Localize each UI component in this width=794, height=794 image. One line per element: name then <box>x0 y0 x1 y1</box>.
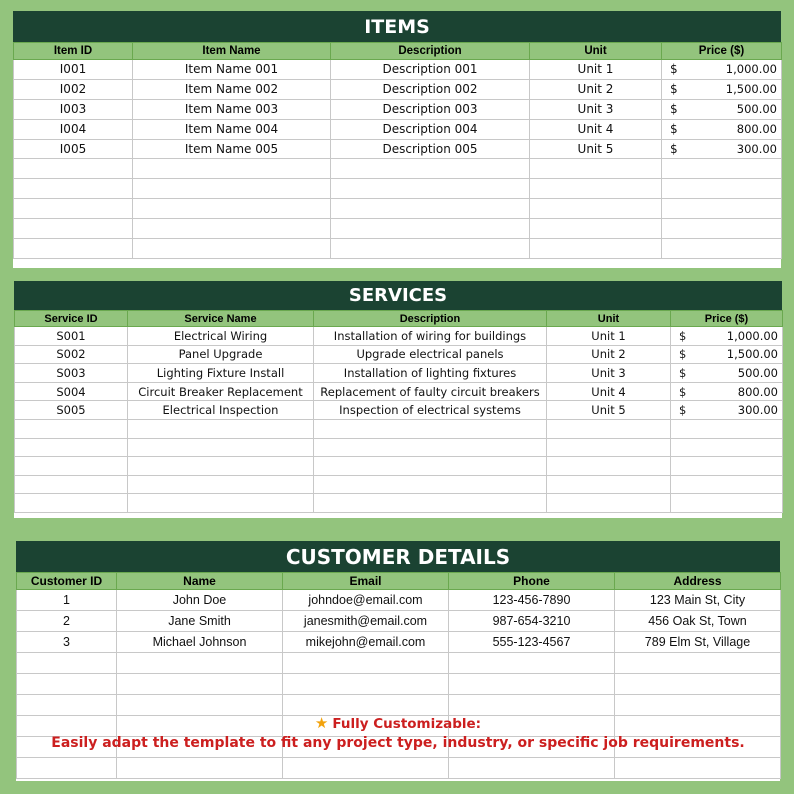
empty-cell[interactable] <box>117 674 283 695</box>
empty-cell[interactable] <box>331 179 530 199</box>
empty-cell[interactable] <box>331 239 530 259</box>
header-address: Address <box>615 573 781 590</box>
currency-symbol: $ <box>670 102 678 117</box>
cell-address[interactable]: 123 Main St, City <box>615 590 781 611</box>
table-row <box>15 345 783 364</box>
star-icon: ★ <box>314 714 329 732</box>
cell-phone[interactable]: 123-456-7890 <box>449 590 615 611</box>
empty-cell[interactable] <box>671 419 783 438</box>
price-amount: 1,000.00 <box>725 62 777 77</box>
empty-cell[interactable] <box>449 758 615 779</box>
empty-cell[interactable] <box>17 674 117 695</box>
empty-row <box>17 716 781 737</box>
cell-description[interactable]: Description 001 <box>331 60 530 80</box>
currency-symbol: $ <box>670 82 678 97</box>
cell-unit[interactable]: Unit 3 <box>530 99 662 119</box>
cell-service-name[interactable]: Lighting Fixture Install <box>128 364 314 383</box>
cell-item-name[interactable]: Item Name 001 <box>133 60 331 80</box>
table-row <box>14 79 782 99</box>
empty-cell[interactable] <box>14 159 133 179</box>
empty-row <box>14 239 782 259</box>
empty-cell[interactable] <box>662 199 782 219</box>
services-panel <box>14 281 782 518</box>
empty-row <box>14 199 782 219</box>
empty-cell[interactable] <box>283 716 449 737</box>
empty-cell[interactable] <box>671 457 783 476</box>
price-amount: 1,500.00 <box>726 347 778 362</box>
cell-address[interactable]: 789 Elm St, Village <box>615 632 781 653</box>
cell-item-name[interactable]: Item Name 003 <box>133 99 331 119</box>
cell-description[interactable]: Description 004 <box>331 119 530 139</box>
header-item-id: Item ID <box>14 43 133 60</box>
empty-cell[interactable] <box>17 653 117 674</box>
empty-cell[interactable] <box>662 179 782 199</box>
cell-description[interactable]: Description 003 <box>331 99 530 119</box>
cell-item-id[interactable]: I002 <box>14 79 133 99</box>
cell-description[interactable]: Inspection of electrical systems <box>314 401 547 420</box>
cell-description[interactable]: Upgrade electrical panels <box>314 345 547 364</box>
cell-description[interactable]: Replacement of faulty circuit breakers <box>314 382 547 401</box>
empty-cell[interactable] <box>615 695 781 716</box>
empty-cell[interactable] <box>547 475 671 494</box>
empty-cell[interactable] <box>314 438 547 457</box>
cell-service-id[interactable]: S002 <box>15 345 128 364</box>
header-unit: Unit <box>530 43 662 60</box>
cell-phone[interactable]: 555-123-4567 <box>449 632 615 653</box>
empty-row <box>17 674 781 695</box>
price-amount: 500.00 <box>736 102 777 117</box>
cell-description[interactable]: Description 005 <box>331 139 530 159</box>
empty-cell[interactable] <box>530 239 662 259</box>
cell-service-name[interactable]: Panel Upgrade <box>128 345 314 364</box>
cell-item-id[interactable]: I003 <box>14 99 133 119</box>
empty-cell[interactable] <box>117 695 283 716</box>
header-service-name: Service Name <box>128 311 314 327</box>
price-amount: 500.00 <box>737 365 778 380</box>
cell-customer-id[interactable]: 3 <box>17 632 117 653</box>
customers-table <box>16 572 781 779</box>
currency-symbol: $ <box>670 122 678 137</box>
empty-row <box>15 457 783 476</box>
table-row <box>14 119 782 139</box>
empty-cell[interactable] <box>547 457 671 476</box>
cell-name[interactable]: Jane Smith <box>117 611 283 632</box>
empty-row <box>17 758 781 779</box>
header-unit: Unit <box>547 311 671 327</box>
cell-service-id[interactable]: S003 <box>15 364 128 383</box>
empty-cell[interactable] <box>314 475 547 494</box>
cell-item-id[interactable]: I001 <box>14 60 133 80</box>
empty-cell[interactable] <box>449 695 615 716</box>
cell-unit[interactable]: Unit 1 <box>530 60 662 80</box>
currency-symbol: $ <box>670 142 678 156</box>
empty-cell[interactable] <box>133 159 331 179</box>
cell-price[interactable] <box>671 382 783 401</box>
cell-unit[interactable]: Unit 1 <box>547 327 671 346</box>
empty-row <box>14 219 782 239</box>
header-description: Description <box>314 311 547 327</box>
cell-item-id[interactable]: I005 <box>14 139 133 159</box>
price-amount: 300.00 <box>736 142 777 156</box>
empty-cell[interactable] <box>283 737 449 758</box>
table-row <box>15 382 783 401</box>
currency-symbol: $ <box>679 403 687 418</box>
empty-cell[interactable] <box>331 159 530 179</box>
empty-cell[interactable] <box>314 419 547 438</box>
empty-cell[interactable] <box>15 438 128 457</box>
price-amount: 1,000.00 <box>726 328 778 343</box>
cell-price[interactable] <box>662 99 782 119</box>
cell-price[interactable] <box>662 139 782 159</box>
cell-service-name[interactable]: Circuit Breaker Replacement <box>128 382 314 401</box>
empty-cell[interactable] <box>14 199 133 219</box>
empty-cell[interactable] <box>17 695 117 716</box>
empty-row <box>15 475 783 494</box>
empty-cell[interactable] <box>530 199 662 219</box>
empty-cell[interactable] <box>15 457 128 476</box>
empty-cell[interactable] <box>547 419 671 438</box>
currency-symbol: $ <box>679 384 687 399</box>
empty-cell[interactable] <box>128 419 314 438</box>
header-description: Description <box>331 43 530 60</box>
empty-cell[interactable] <box>331 219 530 239</box>
items-title: ITEMS <box>13 11 781 42</box>
cell-price[interactable] <box>662 119 782 139</box>
header-service-id: Service ID <box>15 311 128 327</box>
empty-cell[interactable] <box>17 737 117 758</box>
cell-service-id[interactable]: S004 <box>15 382 128 401</box>
currency-symbol: $ <box>670 62 678 77</box>
empty-cell[interactable] <box>449 653 615 674</box>
empty-cell[interactable] <box>662 159 782 179</box>
table-row <box>17 632 781 653</box>
cell-name[interactable]: Michael Johnson <box>117 632 283 653</box>
cell-unit[interactable]: Unit 5 <box>547 401 671 420</box>
empty-cell[interactable] <box>615 737 781 758</box>
table-row <box>14 60 782 80</box>
empty-cell[interactable] <box>530 159 662 179</box>
items-header-row <box>14 43 782 60</box>
table-row <box>17 590 781 611</box>
price-amount: 1,500.00 <box>725 82 777 97</box>
empty-cell[interactable] <box>449 716 615 737</box>
cell-service-id[interactable]: S005 <box>15 401 128 420</box>
cell-unit[interactable]: Unit 4 <box>547 382 671 401</box>
empty-cell[interactable] <box>449 737 615 758</box>
empty-cell[interactable] <box>530 179 662 199</box>
empty-cell[interactable] <box>314 457 547 476</box>
empty-cell[interactable] <box>449 674 615 695</box>
empty-cell[interactable] <box>615 716 781 737</box>
empty-cell[interactable] <box>15 419 128 438</box>
empty-row <box>15 494 783 513</box>
empty-cell[interactable] <box>117 737 283 758</box>
cell-unit[interactable]: Unit 4 <box>530 119 662 139</box>
empty-cell[interactable] <box>662 219 782 239</box>
cell-address[interactable]: 456 Oak St, Town <box>615 611 781 632</box>
cell-phone[interactable]: 987-654-3210 <box>449 611 615 632</box>
empty-cell[interactable] <box>615 758 781 779</box>
cell-name[interactable]: John Doe <box>117 590 283 611</box>
services-table <box>14 310 783 513</box>
empty-cell[interactable] <box>615 674 781 695</box>
empty-cell[interactable] <box>133 179 331 199</box>
cell-item-name[interactable]: Item Name 005 <box>133 139 331 159</box>
currency-symbol: $ <box>679 328 687 343</box>
empty-cell[interactable] <box>117 758 283 779</box>
empty-cell[interactable] <box>14 179 133 199</box>
cell-price[interactable] <box>671 327 783 346</box>
empty-cell[interactable] <box>128 457 314 476</box>
empty-row <box>14 159 782 179</box>
empty-cell[interactable] <box>17 716 117 737</box>
cell-customer-id[interactable]: 1 <box>17 590 117 611</box>
cell-email[interactable]: mikejohn@email.com <box>283 632 449 653</box>
cell-service-name[interactable]: Electrical Inspection <box>128 401 314 420</box>
cell-price[interactable] <box>662 79 782 99</box>
empty-cell[interactable] <box>615 653 781 674</box>
header-price: Price ($) <box>671 311 783 327</box>
empty-cell[interactable] <box>283 653 449 674</box>
empty-cell[interactable] <box>117 716 283 737</box>
customers-panel <box>16 541 780 781</box>
cell-description[interactable]: Installation of wiring for buildings <box>314 327 547 346</box>
cell-description[interactable]: Description 002 <box>331 79 530 99</box>
cell-customer-id[interactable]: 2 <box>17 611 117 632</box>
empty-cell[interactable] <box>662 239 782 259</box>
empty-cell[interactable] <box>283 695 449 716</box>
customers-title: CUSTOMER DETAILS <box>16 541 780 572</box>
cell-price[interactable] <box>662 60 782 80</box>
table-row <box>14 99 782 119</box>
note-line1: Fully Customizable: <box>332 716 482 732</box>
empty-cell[interactable] <box>547 438 671 457</box>
cell-service-name[interactable]: Electrical Wiring <box>128 327 314 346</box>
currency-symbol: $ <box>679 347 687 362</box>
empty-cell[interactable] <box>671 475 783 494</box>
header-phone: Phone <box>449 573 615 590</box>
empty-row <box>15 419 783 438</box>
cell-item-name[interactable]: Item Name 004 <box>133 119 331 139</box>
cell-price[interactable] <box>671 364 783 383</box>
cell-price[interactable] <box>671 345 783 364</box>
table-row <box>17 611 781 632</box>
currency-symbol: $ <box>679 365 687 380</box>
empty-cell[interactable] <box>17 758 117 779</box>
price-amount: 300.00 <box>737 403 778 418</box>
empty-row <box>15 438 783 457</box>
empty-cell[interactable] <box>14 219 133 239</box>
empty-cell[interactable] <box>314 494 547 513</box>
cell-service-id[interactable]: S001 <box>15 327 128 346</box>
cell-unit[interactable]: Unit 3 <box>547 364 671 383</box>
customizable-note-text: Easily adapt the template to fit any project type, industry, or specific job requirements. <box>51 735 745 751</box>
cell-email[interactable]: johndoe@email.com <box>283 590 449 611</box>
header-customer-id: Customer ID <box>17 573 117 590</box>
empty-row <box>17 737 781 758</box>
customers-header-row <box>17 573 781 590</box>
cell-item-name[interactable]: Item Name 002 <box>133 79 331 99</box>
empty-cell[interactable] <box>128 494 314 513</box>
empty-cell[interactable] <box>133 219 331 239</box>
services-title: SERVICES <box>14 281 782 310</box>
price-amount: 800.00 <box>736 122 777 137</box>
empty-cell[interactable] <box>547 494 671 513</box>
empty-cell[interactable] <box>671 438 783 457</box>
table-row <box>15 401 783 420</box>
empty-cell[interactable] <box>671 494 783 513</box>
empty-cell[interactable] <box>128 475 314 494</box>
empty-cell[interactable] <box>331 199 530 219</box>
empty-row <box>17 653 781 674</box>
cell-unit[interactable]: Unit 5 <box>530 139 662 159</box>
empty-cell[interactable] <box>15 475 128 494</box>
header-email: Email <box>283 573 449 590</box>
empty-cell[interactable] <box>283 758 449 779</box>
table-row <box>14 139 782 159</box>
cell-unit[interactable]: Unit 2 <box>530 79 662 99</box>
empty-cell[interactable] <box>283 674 449 695</box>
cell-item-id[interactable]: I004 <box>14 119 133 139</box>
cell-price[interactable] <box>671 401 783 420</box>
services-header-row <box>15 311 783 327</box>
empty-row <box>17 695 781 716</box>
header-item-name: Item Name <box>133 43 331 60</box>
header-name: Name <box>117 573 283 590</box>
empty-cell[interactable] <box>117 653 283 674</box>
empty-cell[interactable] <box>14 239 133 259</box>
empty-row <box>14 179 782 199</box>
cell-email[interactable]: janesmith@email.com <box>283 611 449 632</box>
cell-description[interactable]: Installation of lighting fixtures <box>314 364 547 383</box>
table-row <box>15 327 783 346</box>
items-panel <box>13 11 781 268</box>
empty-cell[interactable] <box>133 239 331 259</box>
cell-unit[interactable]: Unit 2 <box>547 345 671 364</box>
empty-cell[interactable] <box>530 219 662 239</box>
empty-cell[interactable] <box>128 438 314 457</box>
empty-cell[interactable] <box>15 494 128 513</box>
price-amount: 800.00 <box>737 384 778 399</box>
header-price: Price ($) <box>662 43 782 60</box>
empty-cell[interactable] <box>133 199 331 219</box>
items-table <box>13 42 782 259</box>
table-row <box>15 364 783 383</box>
